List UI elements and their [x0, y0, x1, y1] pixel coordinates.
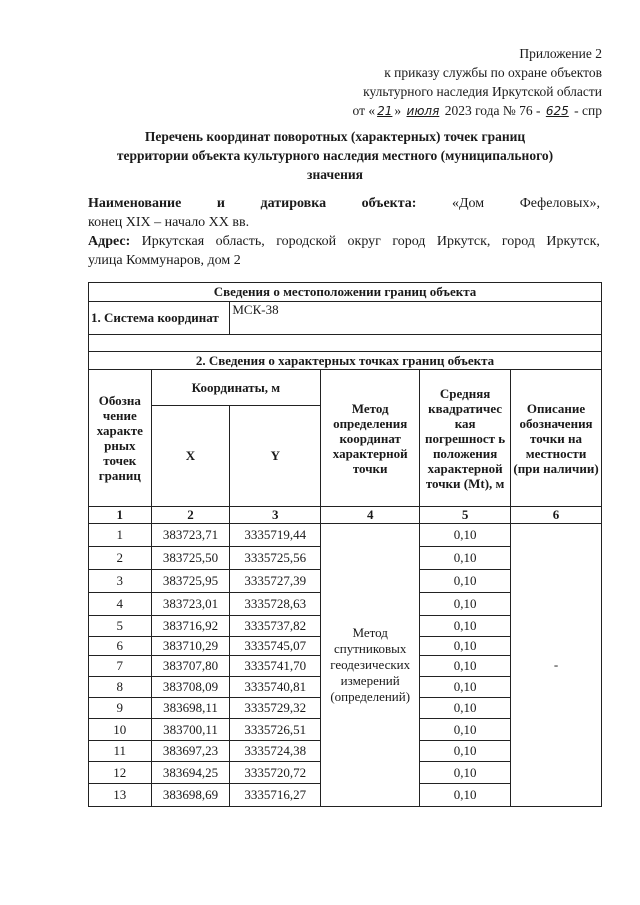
order-suffix: - спр: [574, 103, 602, 118]
coordinate-y: 3335716,27: [230, 784, 321, 807]
coordinate-x: 383716,92: [151, 616, 230, 637]
accuracy-value: 0,10: [420, 656, 511, 677]
header-accuracy: Средняя квадратичес кая погрешност ь положения характерной точки (Mt), м: [420, 370, 511, 507]
coordinate-x: 383700,11: [151, 719, 230, 741]
coordinate-x: 383707,80: [151, 656, 230, 677]
coordinate-y: 3335726,51: [230, 719, 321, 741]
point-number: 5: [89, 616, 152, 637]
address-word: городской: [276, 234, 337, 249]
column-number: 5: [420, 507, 511, 524]
title-line-1: Перечень координат поворотных (характерных) точек границ: [144, 129, 526, 144]
order-reference: к приказу службы по охране объектов: [384, 65, 602, 80]
order-date-line: [353, 101, 603, 121]
column-number: 3: [230, 507, 321, 524]
coordinate-y: 3335725,56: [230, 547, 321, 570]
address-word: округ: [347, 234, 381, 249]
coordinate-system-label: 1. Система координат: [89, 302, 230, 335]
point-number: 1: [89, 524, 152, 547]
point-number: 9: [89, 698, 152, 719]
name-label-word: датировка: [260, 196, 327, 211]
accuracy-value: 0,10: [420, 762, 511, 784]
address-word: Иркутск,: [546, 234, 600, 249]
accuracy-value: 0,10: [420, 524, 511, 547]
address-word: Иркутская: [141, 234, 205, 249]
accuracy-value: 0,10: [420, 593, 511, 616]
coordinate-y: 3335724,38: [230, 741, 321, 762]
address-word: область,: [215, 234, 265, 249]
point-number: 10: [89, 719, 152, 741]
accuracy-value: 0,10: [420, 637, 511, 656]
address-continuation: улица Коммунаров, дом 2: [88, 253, 241, 268]
coordinate-x: 383723,71: [151, 524, 230, 547]
coordinate-x: 383710,29: [151, 637, 230, 656]
name-word: «Дом: [452, 196, 485, 211]
accuracy-value: 0,10: [420, 677, 511, 698]
method-cell: Метод спутниковых геодезических измерений (определений): [321, 524, 420, 807]
coordinate-y: 3335728,63: [230, 593, 321, 616]
header-x: X: [151, 406, 230, 507]
coordinate-x: 383725,95: [151, 570, 230, 593]
coordinate-y: 3335729,32: [230, 698, 321, 719]
coordinate-x: 383723,01: [151, 593, 230, 616]
coordinate-y: 3335745,07: [230, 637, 321, 656]
date-mid: »: [394, 103, 402, 118]
point-number: 3: [89, 570, 152, 593]
column-number: 2: [151, 507, 230, 524]
column-number: 4: [321, 507, 420, 524]
section-2-title: 2. Сведения о характерных точках границ объекта: [89, 352, 602, 370]
handwritten-day: 21: [377, 104, 393, 118]
coordinate-x: 383697,23: [151, 741, 230, 762]
point-number: 12: [89, 762, 152, 784]
coordinate-system-value: МСК-38: [230, 302, 602, 335]
document-header: [353, 44, 603, 121]
object-address: [88, 232, 600, 270]
column-number: 6: [511, 507, 602, 524]
point-number: 4: [89, 593, 152, 616]
object-name-line: [88, 194, 600, 213]
accuracy-value: 0,10: [420, 719, 511, 741]
accuracy-value: 0,10: [420, 570, 511, 593]
header-point: Обозна чение характе рных точек границ: [89, 370, 152, 507]
name-label-word: объекта:: [361, 196, 417, 211]
coordinate-y: 3335740,81: [230, 677, 321, 698]
date-prefix: от «: [352, 103, 376, 118]
address-word: Иркутск,: [436, 234, 491, 249]
point-number: 8: [89, 677, 152, 698]
description-cell: -: [511, 524, 602, 807]
coordinate-y: 3335719,44: [230, 524, 321, 547]
accuracy-value: 0,10: [420, 784, 511, 807]
point-number: 13: [89, 784, 152, 807]
agency-name: культурного наследия Иркутской области: [363, 84, 602, 99]
accuracy-value: 0,10: [420, 741, 511, 762]
name-label-word: Наименование: [88, 196, 182, 211]
object-dating: конец XIX – начало XX вв.: [88, 215, 250, 230]
accuracy-value: 0,10: [420, 698, 511, 719]
title-line-3: значения: [307, 167, 363, 182]
point-number: 11: [89, 741, 152, 762]
coordinate-x: 383708,09: [151, 677, 230, 698]
address-word: город: [392, 234, 426, 249]
object-name: [88, 194, 600, 232]
coordinate-y: 3335741,70: [230, 656, 321, 677]
handwritten-order-number: 625: [545, 104, 569, 118]
date-year: 2023 года № 76 -: [444, 103, 541, 118]
handwritten-month: июля: [406, 104, 440, 118]
column-number: 1: [89, 507, 152, 524]
coordinate-x: 383698,11: [151, 698, 230, 719]
name-word: Фефеловых»,: [519, 196, 600, 211]
address-line: [88, 232, 600, 251]
header-coordinates: Координаты, м: [151, 370, 321, 406]
coordinate-x: 383698,69: [151, 784, 230, 807]
coordinate-y: 3335727,39: [230, 570, 321, 593]
header-method: Метод определения координат характерной точки: [321, 370, 420, 507]
header-description: Описание обозначения точки на местности (при наличии): [511, 370, 602, 507]
document-title: [70, 127, 600, 184]
point-number: 6: [89, 637, 152, 656]
table-row: [89, 524, 602, 547]
header-y: Y: [230, 406, 321, 507]
coordinate-x: 383694,25: [151, 762, 230, 784]
name-label-word: и: [216, 196, 225, 211]
coordinate-y: 3335720,72: [230, 762, 321, 784]
point-number: 2: [89, 547, 152, 570]
section-1-title: Сведения о местоположении границ объекта: [89, 283, 602, 302]
point-number: 7: [89, 656, 152, 677]
appendix-label: Приложение 2: [519, 46, 602, 61]
coordinate-y: 3335737,82: [230, 616, 321, 637]
address-label: Адрес:: [88, 234, 131, 249]
title-line-2: территории объекта культурного наследия местного (муниципального): [116, 148, 554, 163]
spacer-row: [89, 335, 602, 352]
coordinate-x: 383725,50: [151, 547, 230, 570]
coordinates-table: [88, 282, 602, 807]
accuracy-value: 0,10: [420, 547, 511, 570]
accuracy-value: 0,10: [420, 616, 511, 637]
address-word: город: [501, 234, 535, 249]
